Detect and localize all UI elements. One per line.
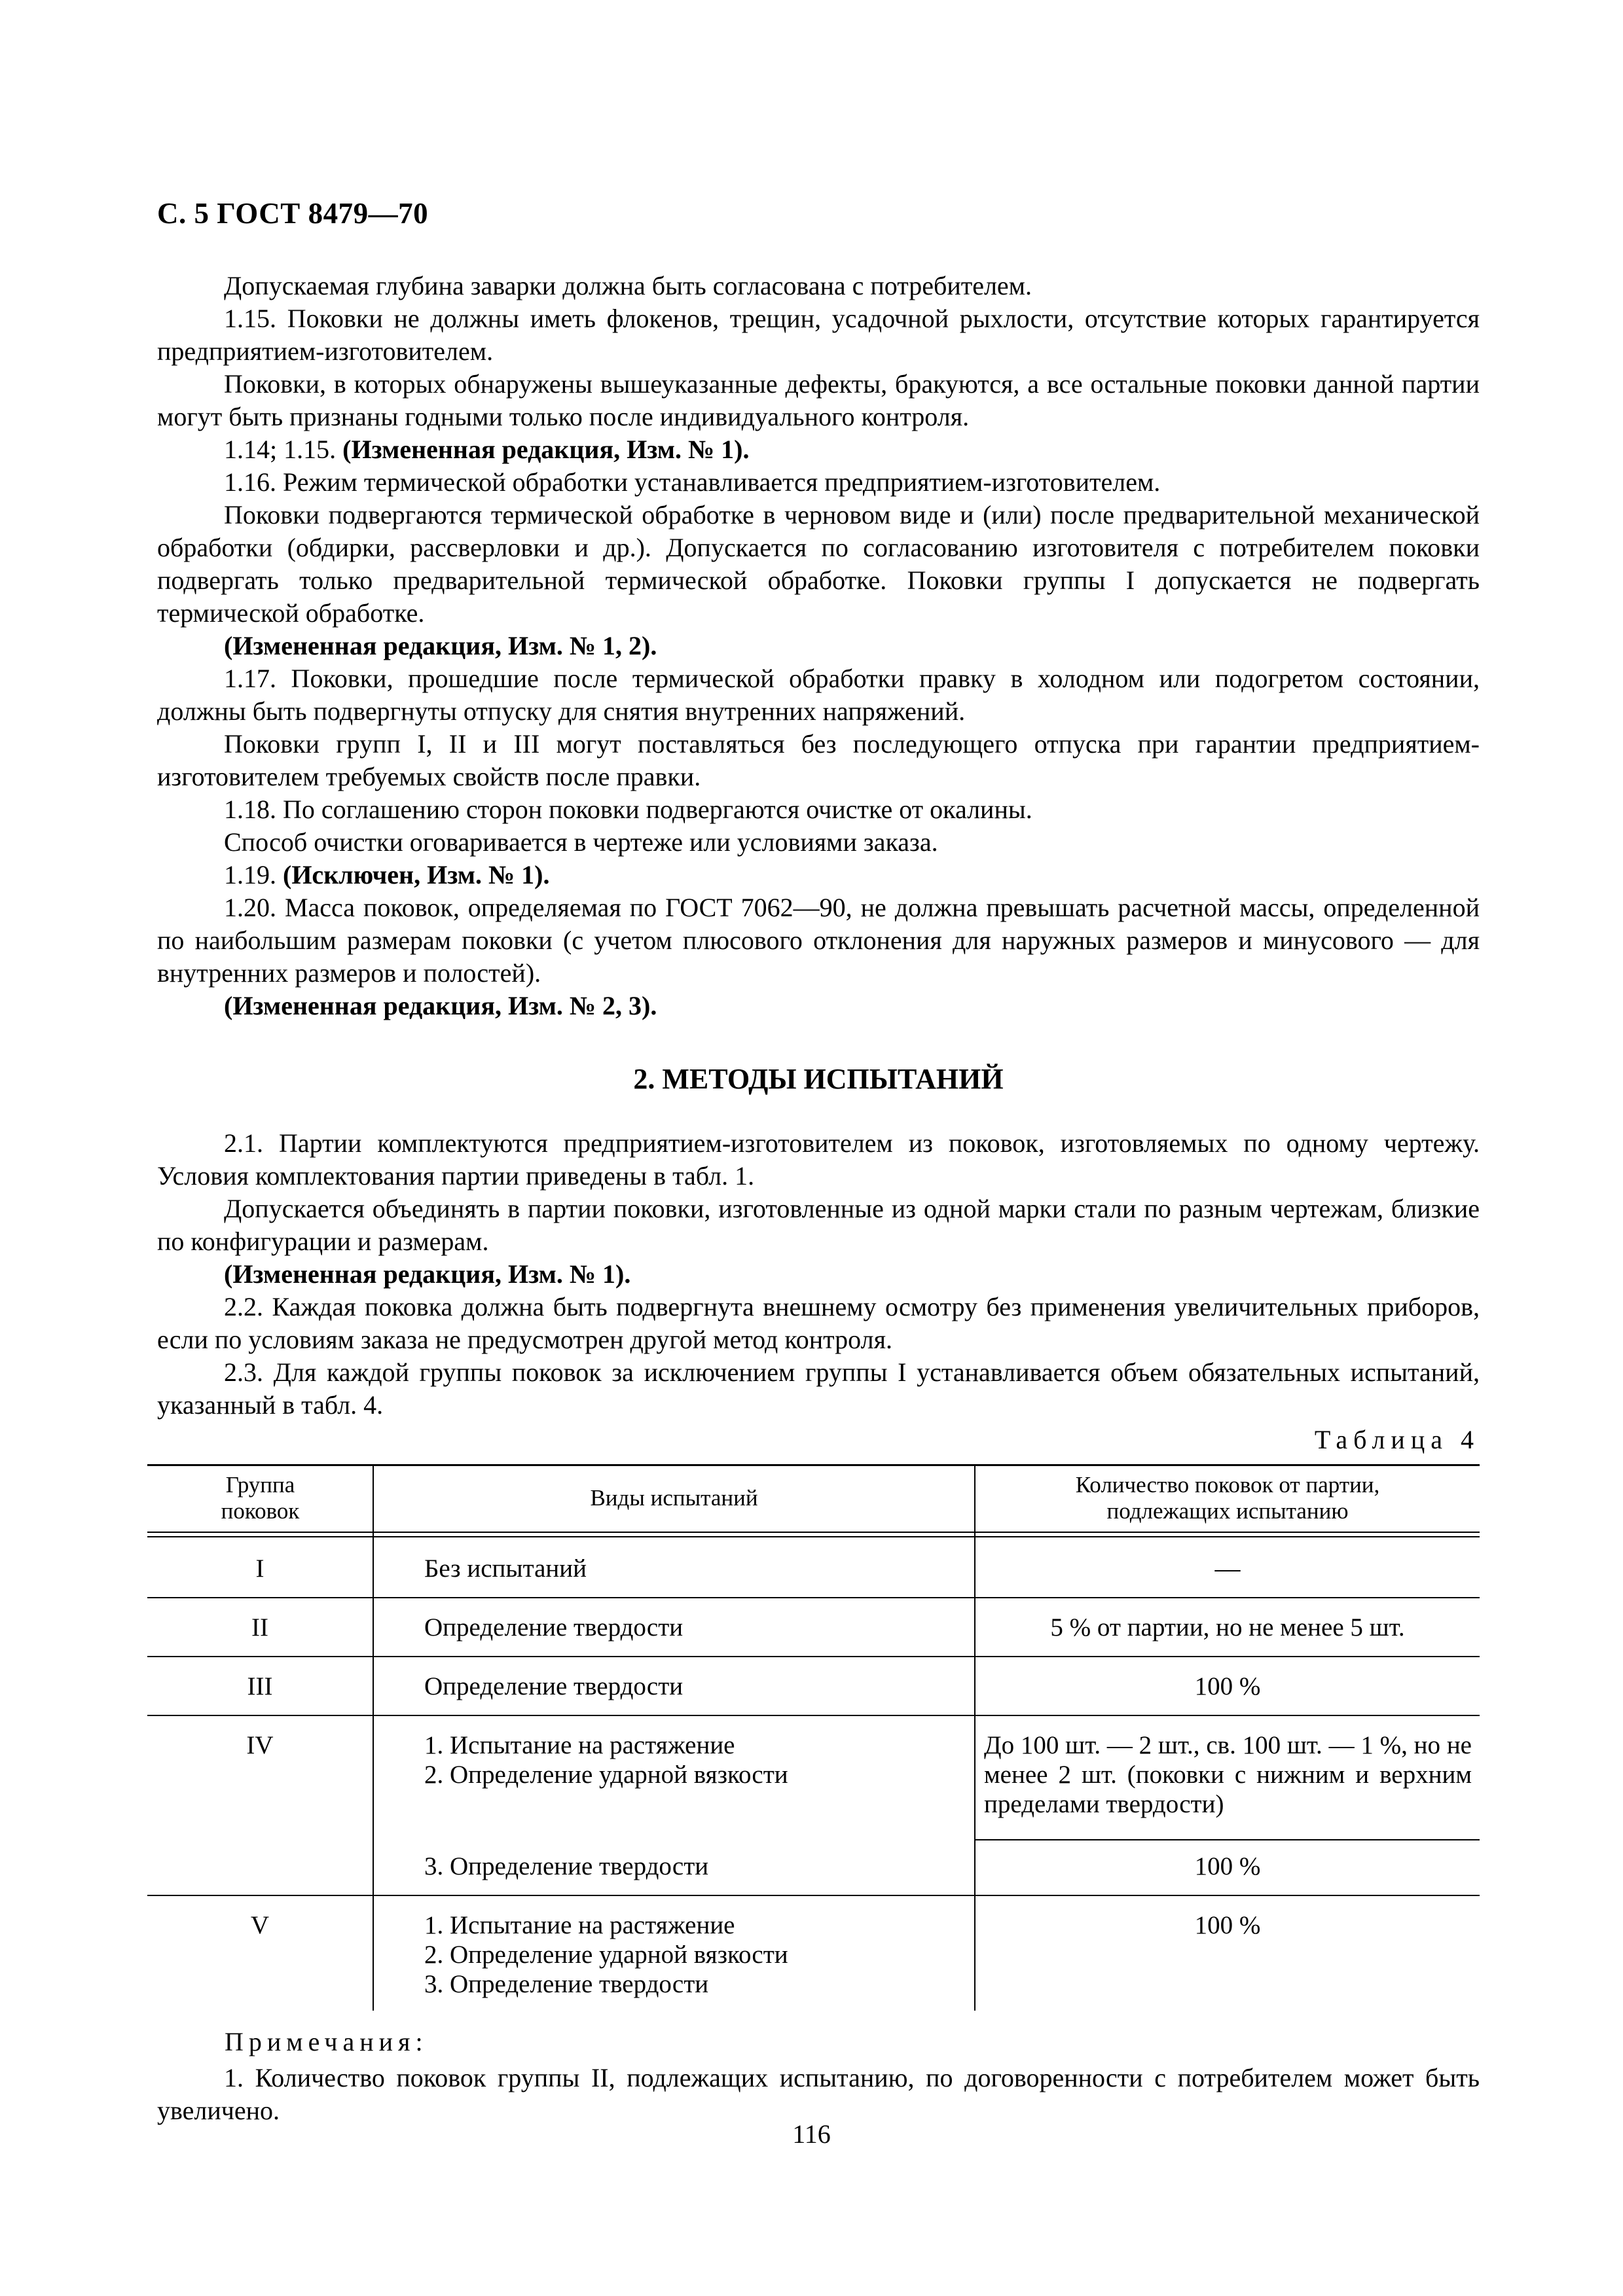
amendment-paragraph: [157, 433, 1480, 466]
paragraph: Поковки групп I, II и III могут поставляться без последующего отпуска при гарантии предприятием-изготовителем требуемых свойств после правки.: [157, 729, 1480, 791]
table-cell-quantity: 100 %: [1194, 1672, 1261, 1700]
clauses-section-2: [157, 1127, 1480, 1422]
row-rule: [147, 1656, 1480, 1657]
table-cell-tests: Определение твердости: [424, 1613, 684, 1641]
row-rule: [147, 1895, 1480, 1896]
clauses-section-1: [157, 270, 1480, 1022]
row-rule: [147, 1715, 1480, 1716]
table-cell-quantity: До 100 шт. — 2 шт., св. 100 шт. — 1 %, но не менее 2 шт. (поковки с нижним и верхним пределами твердости): [984, 1731, 1472, 1818]
column-rule: [373, 1464, 374, 2011]
table-cell-group: III: [247, 1672, 273, 1700]
table-cell-tests: 1. Испытание на растяжение: [424, 1731, 735, 1759]
header-rule: [147, 1536, 1480, 1537]
table-cell-tests: 3. Определение твердости: [424, 1852, 709, 1880]
clause-number: 1.19.: [224, 860, 276, 889]
table-cell-quantity: 5 % от партии, но не менее 5 шт.: [1050, 1613, 1405, 1641]
paragraph: 1.20. Масса поковок, определяемая по ГОСТ 7062—90, не должна превышать расчетной массы, определенной по наибольшим размерам поковки (с учетом плюсового отклонения для наружных размеров и минусового — для внутренних размеров и полостей).: [157, 893, 1480, 988]
header-tests: Виды испытаний: [590, 1485, 758, 1511]
table-top-rule: [147, 1464, 1480, 1466]
table-cell-tests: 1. Испытание на растяжение: [424, 1911, 735, 1939]
page-number: 116: [792, 2119, 831, 2149]
paragraph: 1.15. Поковки не должны иметь флокенов, трещин, усадочной рыхлости, отсутствие которых гарантируется предприятием-изготовителем.: [157, 304, 1480, 366]
table-cell-group: V: [250, 1911, 270, 1939]
row-rule: [147, 1597, 1480, 1598]
table-cell-quantity: 100 %: [1194, 1911, 1261, 1939]
table-cell-group: I: [255, 1554, 264, 1583]
table-caption: Таблица 4: [1314, 1425, 1480, 1454]
table-cell-group: IV: [246, 1731, 274, 1759]
row-rule: [974, 1839, 1480, 1840]
header-quantity: Количество поковок от партии, подлежащих испытанию: [1075, 1472, 1380, 1524]
paragraph: 1.16. Режим термической обработки устанавливается предприятием-изготовителем.: [224, 467, 1161, 497]
paragraph: Допускается объединять в партии поковки, изготовленные из одной марки стали по разным чертежам, близкие по конфигурации и размерам.: [157, 1194, 1480, 1256]
paragraph: Способ очистки оговаривается в чертеже или условиями заказа.: [224, 827, 938, 857]
amendment-note: (Измененная редакция, Изм. № 2, 3).: [224, 991, 657, 1020]
header-rule: [147, 1532, 1480, 1533]
tests-table: [147, 1464, 1480, 2011]
table-cell-group: II: [251, 1613, 268, 1641]
excluded-paragraph: [157, 859, 1480, 891]
excluded-note: (Исключен, Изм. № 1).: [283, 860, 550, 889]
paragraph: Поковки, в которых обнаружены вышеуказанные дефекты, бракуются, а все остальные поковки данной партии могут быть признаны годными только после индивидуального контроля.: [157, 369, 1480, 431]
paragraph: Поковки подвергаются термической обработке в черновом виде и (или) после предварительной механической обработки (обдирки, рассверловки и др.). Допускается по согласованию изготовителя с потребителем поковки подвергать только предварительной термической обработке. Поковки группы I допускается не подвергать термической обработке.: [157, 500, 1480, 628]
clause-refs: 1.14; 1.15.: [224, 435, 337, 464]
notes-list: [157, 2062, 1480, 2127]
table-cell-tests: Без испытаний: [424, 1554, 587, 1583]
paragraph: 1.17. Поковки, прошедшие после термической обработки правку в холодном или подогретом состоянии, должны быть подвергнуты отпуску для снятия внутренних напряжений.: [157, 664, 1480, 726]
table-cell-quantity: 100 %: [1194, 1852, 1261, 1880]
table-cell-tests: 3. Определение твердости: [424, 1970, 709, 1998]
paragraph: 2.3. Для каждой группы поковок за исключением группы I устанавливается объем обязательных испытаний, указанный в табл. 4.: [157, 1357, 1480, 1420]
table-cell-tests: Определение твердости: [424, 1672, 684, 1700]
table-cell-quantity: —: [1214, 1554, 1241, 1583]
paragraph: 1.18. По соглашению сторон поковки подвергаются очистке от окалины.: [224, 795, 1032, 824]
amendment-note: (Измененная редакция, Изм. № 1).: [342, 435, 750, 464]
section-title: 2. МЕТОДЫ ИСПЫТАНИЙ: [633, 1063, 1004, 1095]
paragraph: 2.1. Партии комплектуются предприятием-изготовителем из поковок, изготовляемых по одному чертежу. Условия комплектования партии приведены в табл. 1.: [157, 1128, 1480, 1191]
paragraph: 2.2. Каждая поковка должна быть подвергнута внешнему осмотру без применения увеличительных приборов, если по условиям заказа не предусмотрен другой метод контроля.: [157, 1292, 1480, 1354]
paragraph: Допускаемая глубина заварки должна быть согласована с потребителем.: [224, 271, 1032, 300]
table-cell-tests: 2. Определение ударной вязкости: [424, 1761, 788, 1789]
notes-heading: Примечания:: [225, 2027, 428, 2056]
note-item: 1. Количество поковок группы II, подлежащих испытанию, по договоренности с потребителем может быть увеличено.: [157, 2063, 1480, 2125]
header-group: Группа поковок: [221, 1472, 300, 1524]
amendment-note: (Измененная редакция, Изм. № 1, 2).: [224, 631, 657, 660]
table-cell-tests: 2. Определение ударной вязкости: [424, 1941, 788, 1969]
page-header: С. 5 ГОСТ 8479—70: [157, 197, 429, 230]
amendment-note: (Измененная редакция, Изм. № 1).: [224, 1259, 631, 1289]
